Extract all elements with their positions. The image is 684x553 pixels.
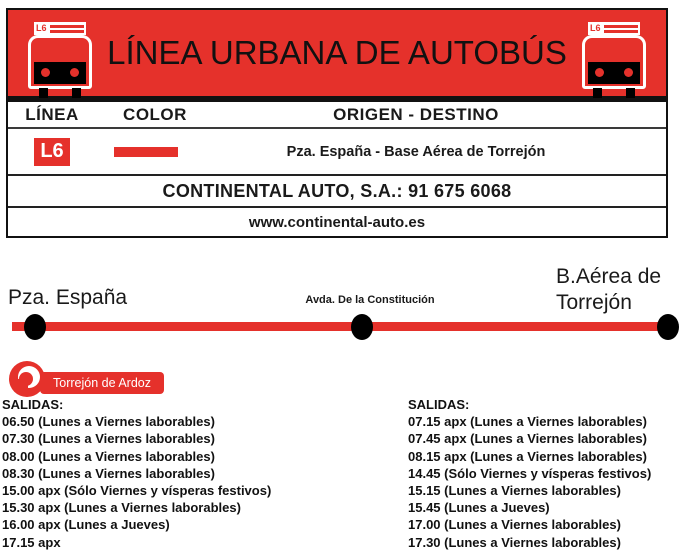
bus-sign-text-lines: [604, 25, 638, 33]
bus-sign-text-lines: [50, 25, 84, 33]
page-title: LÍNEA URBANA DE AUTOBÚS: [107, 34, 567, 71]
bus-front-icon: [28, 22, 92, 98]
bus-wheel: [593, 88, 602, 98]
stop-dot: [24, 314, 46, 340]
bus-destination-sign: [34, 22, 86, 35]
departure-time: 08.30 (Lunes a Viernes laborables): [2, 465, 215, 481]
headlight-icon: [41, 68, 50, 77]
departure-time: 07.45 apx (Lunes a Viernes laborables): [408, 431, 647, 447]
departures-list-left: [2, 396, 271, 551]
line-color-swatch: [114, 147, 178, 157]
departures-heading: SALIDAS:: [408, 397, 470, 412]
bus-wheel: [39, 88, 48, 98]
bus-body-outline: [582, 35, 646, 89]
operator-website: www.continental-auto.es: [248, 213, 426, 231]
route-line: [12, 322, 678, 331]
column-header-origen-destino: ORIGEN - DESTINO: [333, 104, 499, 124]
bus-grille: [588, 62, 640, 84]
bus-sign-line-code: L6: [590, 23, 601, 33]
departure-time: 17.30 (Lunes a Viernes laborables): [408, 534, 621, 550]
departure-time: 14.45 (Sólo Viernes y vísperas festivos): [408, 465, 652, 481]
stop-label-pza-espana: Pza. España: [8, 286, 128, 309]
bus-sign-line-code: L6: [36, 23, 47, 33]
operator-contact: CONTINENTAL AUTO, S.A.: 91 675 6068: [162, 180, 512, 201]
departure-time: 17.00 (Lunes a Viernes laborables): [408, 517, 621, 533]
departure-time: 08.00 (Lunes a Viernes laborables): [2, 448, 215, 464]
headlight-icon: [595, 68, 604, 77]
departure-time: 15.00 apx (Sólo Viernes y vísperas festivos): [2, 483, 272, 499]
table-header-row: [8, 102, 666, 129]
departure-time: 07.15 apx (Lunes a Viernes laborables): [408, 414, 647, 430]
bus-wheel: [72, 88, 81, 98]
departure-time: 07.30 (Lunes a Viernes laborables): [2, 431, 215, 447]
column-header-color: COLOR: [123, 104, 187, 124]
stop-dot: [351, 314, 373, 340]
stop-label-avda-constitucion: Avda. De la Constitución: [305, 294, 435, 306]
bus-wheel: [626, 88, 635, 98]
line-code-badge: L6: [34, 138, 70, 166]
bus-body-outline: [28, 35, 92, 89]
line-info-table: [6, 102, 668, 238]
municipality-name: Torrejón de Ardoz: [40, 372, 164, 394]
operator-row: [8, 176, 666, 208]
column-header-linea: LÍNEA: [25, 104, 79, 124]
departure-time: 17.15 apx: [2, 534, 61, 550]
departure-time: 15.45 (Lunes a Jueves): [408, 500, 550, 516]
departures-list-right: [408, 396, 651, 551]
header-banner: [6, 8, 668, 102]
departures-heading: SALIDAS:: [2, 397, 64, 412]
headlight-icon: [70, 68, 79, 77]
departure-time: 06.50 (Lunes a Viernes laborables): [2, 414, 215, 430]
departure-time: 15.15 (Lunes a Viernes laborables): [408, 483, 621, 499]
stop-dot: [657, 314, 679, 340]
departure-time: 15.30 apx (Lunes a Viernes laborables): [2, 500, 241, 516]
bus-front-icon: [582, 22, 646, 98]
route-origin-destination: Pza. España - Base Aérea de Torrejón: [286, 143, 546, 160]
departure-time: 08.15 apx (Lunes a Viernes laborables): [408, 448, 647, 464]
departure-time: 16.00 apx (Lunes a Jueves): [2, 517, 170, 533]
bus-grille: [34, 62, 86, 84]
website-row: [8, 208, 666, 236]
headlight-icon: [624, 68, 633, 77]
bus-destination-sign: [588, 22, 640, 35]
table-row: [8, 129, 666, 176]
stop-label-base-aerea: B.Aérea de Torrejón: [556, 265, 662, 314]
